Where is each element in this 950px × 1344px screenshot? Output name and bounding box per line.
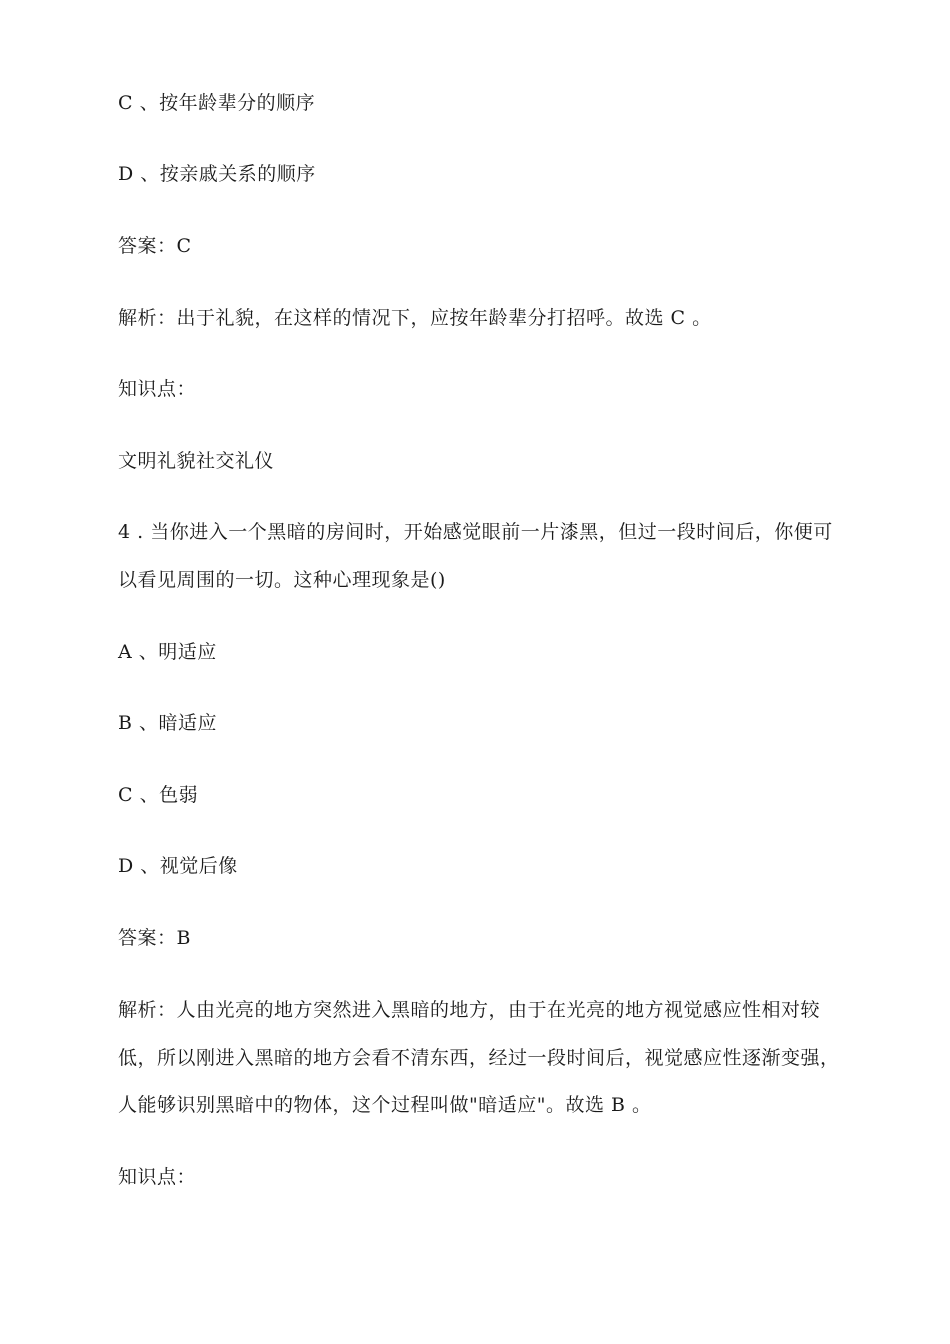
q4-option-a: A 、明适应 [118, 641, 217, 663]
q3-answer: 答案：C [118, 235, 192, 257]
q3-knowledge-label: 知识点： [118, 378, 197, 400]
q3-analysis: 解析：出于礼貌，在这样的情况下，应按年龄辈分打招呼。故选 C 。 [118, 307, 712, 329]
q3-option-c: C 、按年龄辈分的顺序 [118, 92, 316, 114]
q4-question-line-1: 4 . 当你进入一个黑暗的房间时，开始感觉眼前一片漆黑，但过一段时间后，你便可 [118, 521, 833, 543]
q3-knowledge-value: 文明礼貌社交礼仪 [118, 450, 275, 472]
q4-question-line-2: 以看见周围的一切。这种心理现象是() [118, 569, 446, 591]
q3-option-d: D 、按亲戚关系的顺序 [118, 163, 316, 185]
q4-option-c: C 、色弱 [118, 784, 199, 806]
q4-option-d: D 、视觉后像 [118, 855, 238, 877]
q4-analysis-line-3: 人能够识别黑暗中的物体，这个过程叫做"暗适应"。故选 B 。 [118, 1094, 652, 1116]
q4-option-b: B 、暗适应 [118, 712, 218, 734]
q4-analysis-line-2: 低，所以刚进入黑暗的地方会看不清东西，经过一段时间后，视觉感应性逐渐变强， [118, 1047, 840, 1069]
q4-answer: 答案：B [118, 927, 191, 949]
q4-analysis-line-1: 解析：人由光亮的地方突然进入黑暗的地方，由于在光亮的地方视觉感应性相对较 [118, 999, 821, 1021]
q4-knowledge-label: 知识点： [118, 1166, 197, 1188]
